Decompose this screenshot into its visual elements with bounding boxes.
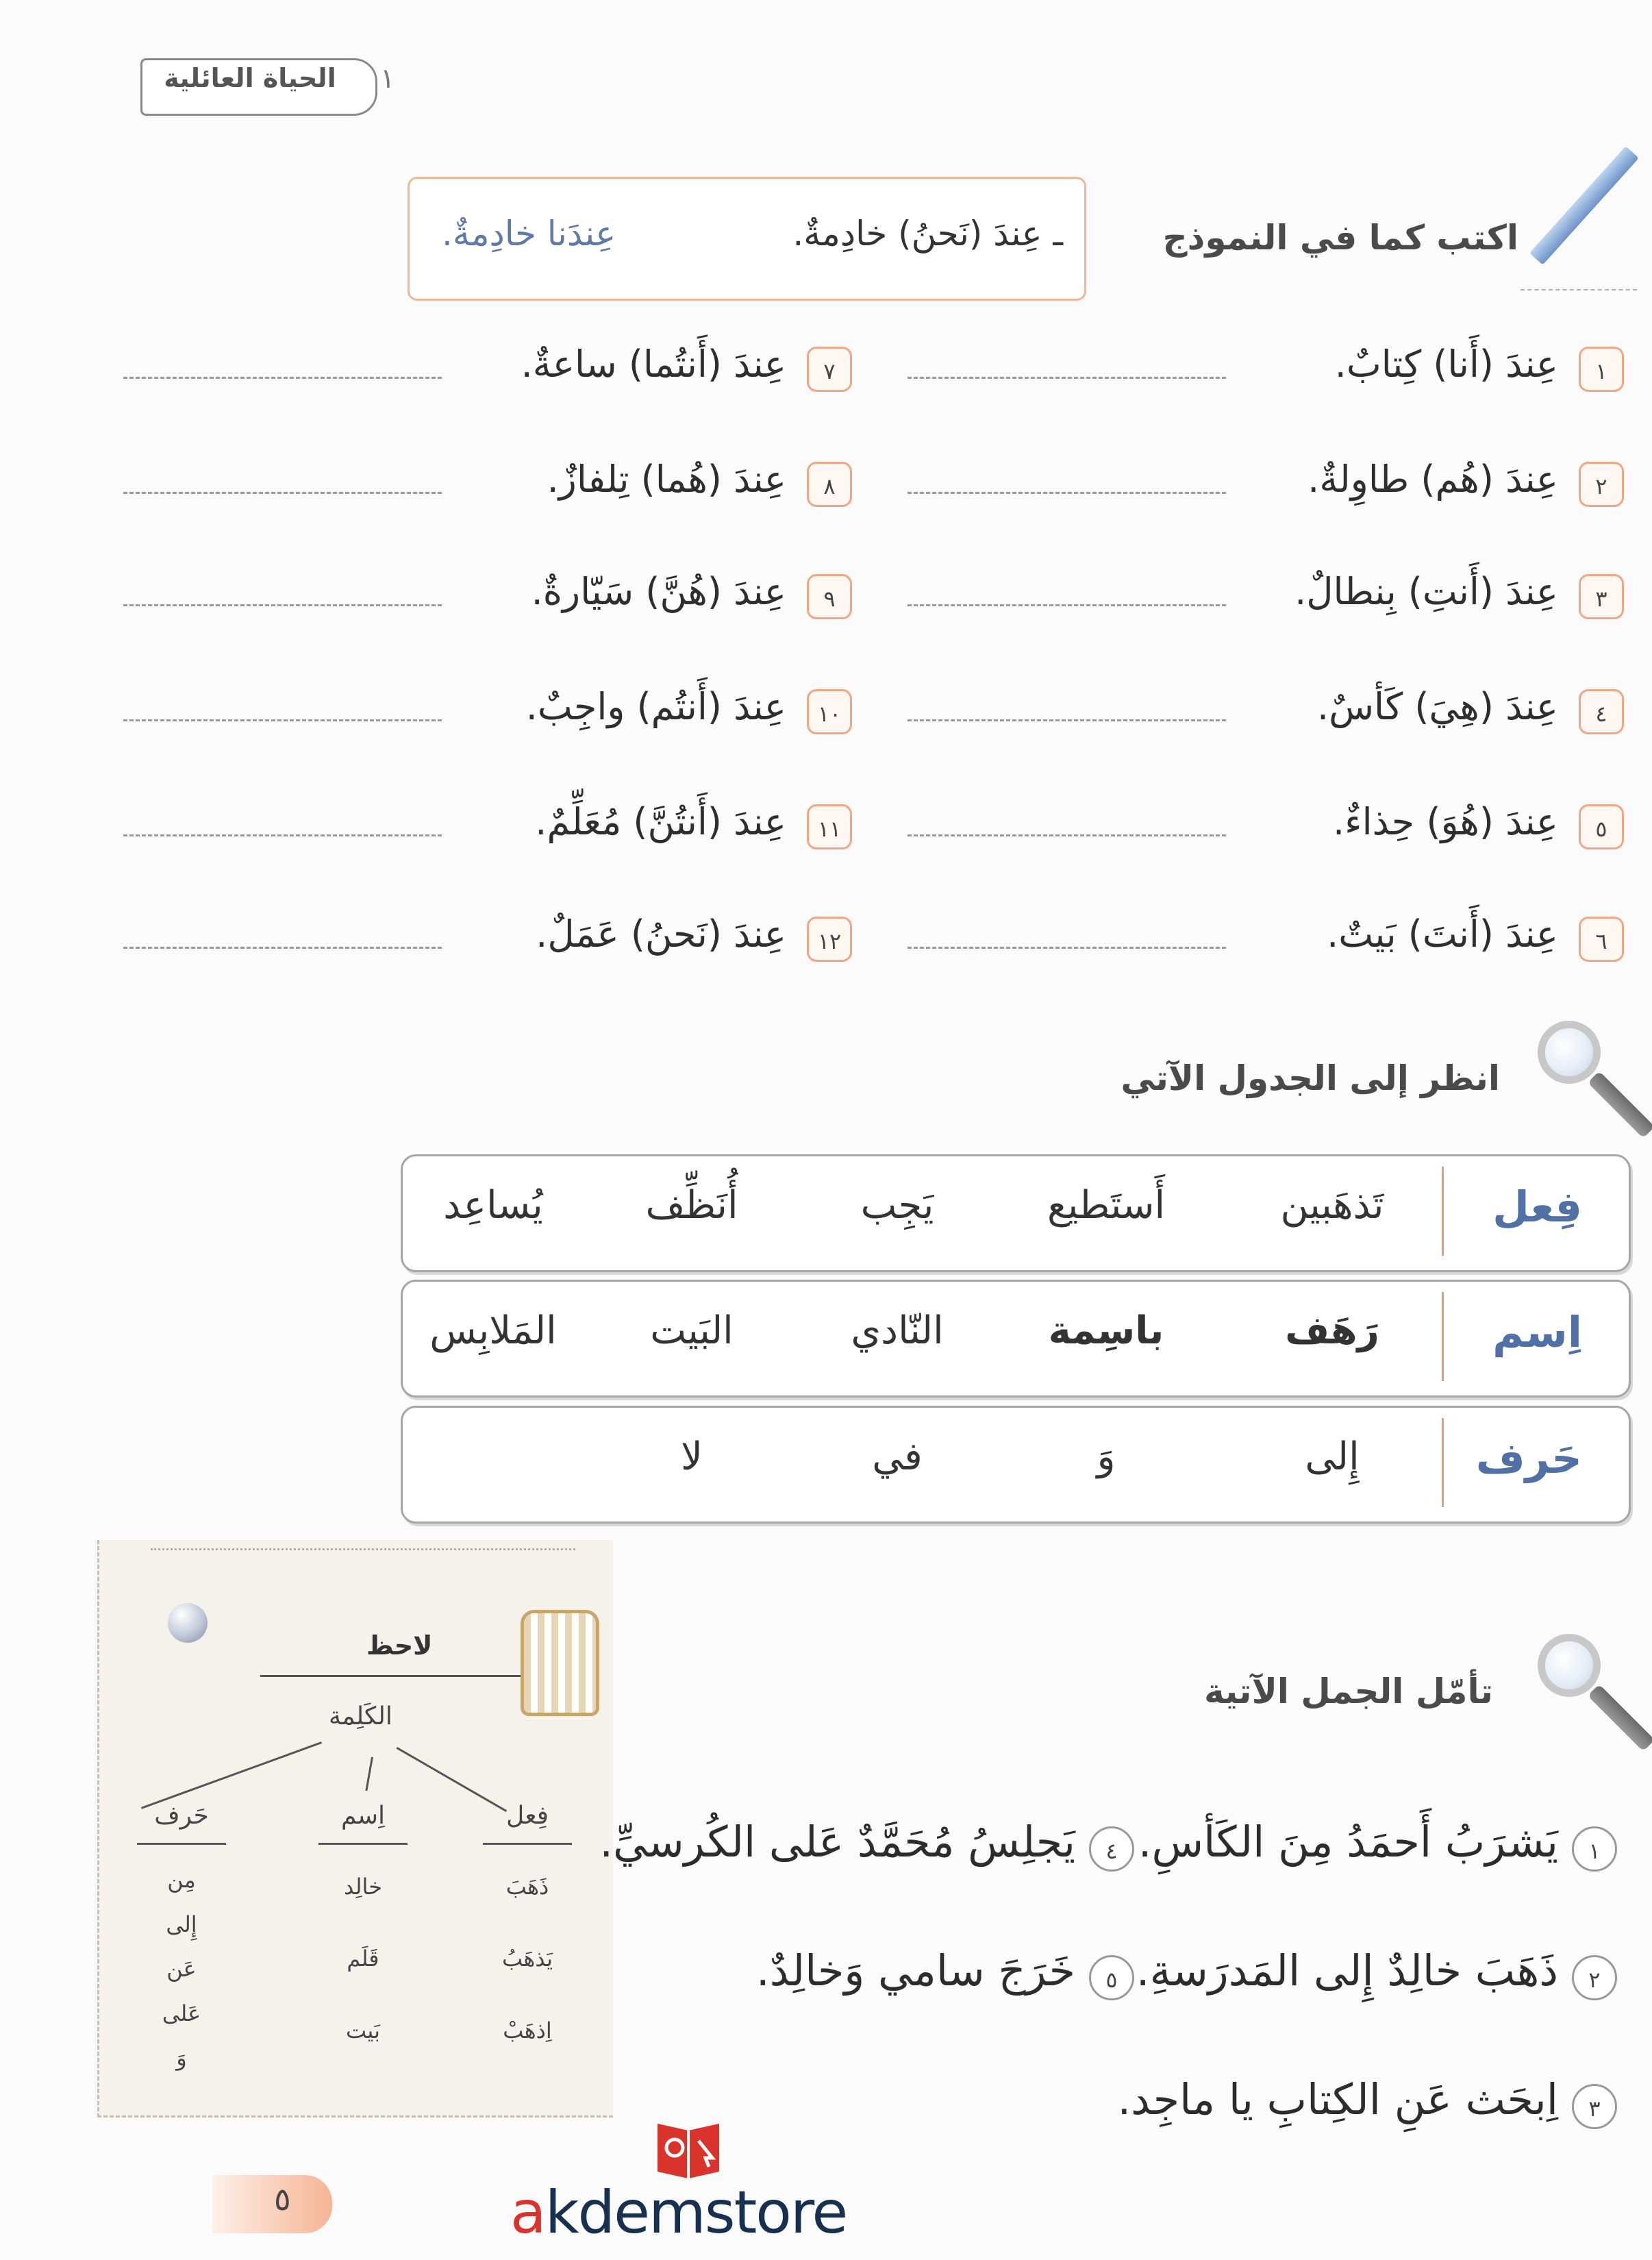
exercise-item-text: عِندَ (أَنتُما) ساعةٌ.	[521, 343, 786, 386]
sentence-number: ١	[1572, 1826, 1617, 1872]
exercise-item-text: عِندَ (هُم) طاوِلةٌ.	[1307, 458, 1558, 501]
exercise-item-text: عِندَ (أَنتَ) بَيتٌ.	[1327, 912, 1558, 956]
answer-line[interactable]	[908, 719, 1226, 721]
item-number: ١٢	[807, 917, 852, 962]
note-item: إِلى	[166, 1911, 197, 1937]
unit-number: ١	[380, 63, 395, 95]
example-answer: عِندَنا خادِمةٌ.	[442, 214, 616, 253]
note-column-underline	[318, 1843, 408, 1845]
table-word: أَستَطيع	[1047, 1183, 1166, 1228]
category-label: اِسم	[1492, 1307, 1582, 1357]
card-binding	[151, 1548, 575, 1550]
answer-line[interactable]	[123, 719, 442, 721]
sentence-number: ٥	[1089, 1955, 1134, 2000]
unit-title: الحياة العائلية	[164, 63, 336, 93]
section2-title: انظر إلى الجدول الآتي	[1121, 1058, 1500, 1098]
table-word: النّادي	[851, 1308, 944, 1353]
answer-line[interactable]	[123, 377, 442, 379]
title-underline	[1520, 289, 1637, 290]
answer-line[interactable]	[123, 947, 442, 949]
sentence-text: ذَهَبَ خالِدٌ إِلى المَدرَسةِ.	[1136, 1946, 1558, 1996]
exercise-item-text: عِندَ (هِيَ) كَأسٌ.	[1316, 685, 1558, 728]
item-number: ٩	[807, 574, 852, 619]
sentence-number: ٣	[1572, 2084, 1617, 2129]
note-item: ذَهَبَ	[505, 1874, 549, 1900]
answer-line[interactable]	[908, 834, 1226, 836]
note-column-label: اِسم	[340, 1802, 386, 1830]
word-row	[401, 1154, 1631, 1272]
exercise-item-text: عِندَ (أَنا) كِتابٌ.	[1334, 343, 1558, 386]
table-word: المَلابِس	[429, 1308, 557, 1353]
section1-title: اكتب كما في النموذج	[1162, 218, 1518, 258]
magnifier-icon	[1538, 1634, 1601, 1697]
item-number: ٥	[1579, 804, 1624, 849]
exercise-item-text: عِندَ (أَنتُنَّ) مُعَلِّمٌ.	[535, 800, 786, 843]
sentence-number: ٢	[1572, 1955, 1617, 2000]
table-word: البَيت	[650, 1308, 734, 1353]
note-item: وَ	[176, 2045, 187, 2071]
word-row	[401, 1280, 1631, 1398]
note-item: عَن	[166, 1956, 197, 1982]
sentence-text: يَجلِسُ مُحَمَّدٌ عَلى الكُرسيِّ.	[599, 1817, 1075, 1867]
row-divider	[1442, 1167, 1444, 1256]
note-root: الكَلِمة	[329, 1702, 392, 1730]
exercise-item-text: عِندَ (أَنتِ) بِنطالٌ.	[1294, 570, 1558, 613]
store-logo-icon	[651, 2107, 726, 2182]
lantern-icon	[521, 1610, 599, 1716]
table-word: يَجِب	[860, 1183, 934, 1228]
table-word: باسِمة	[1048, 1308, 1164, 1353]
word-row	[401, 1406, 1631, 1524]
category-label: فِعل	[1492, 1182, 1582, 1232]
answer-line[interactable]	[908, 492, 1226, 494]
store-logo-text: akdemstore	[510, 2178, 847, 2247]
note-title-line	[260, 1675, 521, 1677]
answer-line[interactable]	[123, 492, 442, 494]
sentence-text: خَرَجَ سامي وَخالِدٌ.	[756, 1946, 1075, 1996]
answer-line[interactable]	[908, 604, 1226, 606]
table-word: تَذهَبين	[1280, 1183, 1384, 1228]
exercise-item-text: عِندَ (نَحنُ) عَمَلٌ.	[536, 912, 786, 956]
table-word: أُنَظِّف	[645, 1183, 738, 1228]
item-number: ٣	[1579, 574, 1624, 619]
item-number: ١٠	[807, 689, 852, 734]
item-number: ٢	[1579, 462, 1624, 507]
note-item: يَذهَبُ	[502, 1946, 553, 1972]
note-item: مِن	[167, 1867, 196, 1893]
note-column-label: حَرف	[154, 1802, 209, 1830]
row-divider	[1442, 1418, 1444, 1507]
table-word: في	[872, 1435, 923, 1479]
note-column-underline	[137, 1843, 226, 1845]
table-word: وَ	[1097, 1435, 1116, 1479]
note-item: بَيت	[346, 2017, 380, 2044]
magnifier-icon	[1538, 1021, 1601, 1084]
exercise-item-text: عِندَ (هُنَّ) سَيّارةٌ.	[531, 570, 786, 613]
item-number: ٤	[1579, 689, 1624, 734]
sentence-number: ٤	[1089, 1826, 1134, 1872]
note-column-label: فِعل	[506, 1802, 549, 1830]
sentence-text: يَشرَبُ أَحمَدُ مِنَ الكَأسِ.	[1138, 1817, 1558, 1867]
item-number: ١١	[807, 804, 852, 849]
answer-line[interactable]	[908, 377, 1226, 379]
page-number-tab	[212, 2175, 332, 2233]
section3-title: تأمّل الجمل الآتية	[1204, 1672, 1493, 1711]
answer-line[interactable]	[123, 834, 442, 836]
pencil-icon	[1529, 146, 1639, 264]
category-label: حَرف	[1475, 1433, 1582, 1483]
row-divider	[1442, 1292, 1444, 1381]
note-item: قَلَم	[347, 1946, 379, 1972]
table-word: رَهَف	[1285, 1308, 1379, 1353]
item-number: ٧	[807, 347, 852, 392]
table-word: يُساعِد	[443, 1183, 543, 1228]
magnifier-handle	[1588, 1071, 1652, 1138]
answer-line[interactable]	[123, 604, 442, 606]
note-column-underline	[483, 1843, 572, 1845]
note-item: خالِد	[343, 1874, 383, 1900]
note-title: لاحظ	[366, 1630, 433, 1661]
pin-icon	[168, 1603, 208, 1643]
exercise-item-text: عِندَ (هُما) تِلفازٌ.	[547, 458, 786, 501]
sentence-text: اِبحَث عَنِ الكِتابِ يا ماجِد.	[1117, 2074, 1558, 2124]
item-number: ٦	[1579, 917, 1624, 962]
note-item: اِذهَبْ	[503, 2017, 552, 2044]
answer-line[interactable]	[908, 947, 1226, 949]
exercise-item-text: عِندَ (هُوَ) حِذاءٌ.	[1333, 800, 1558, 843]
item-number: ١	[1579, 347, 1624, 392]
magnifier-handle	[1588, 1684, 1652, 1751]
table-word: إِلى	[1305, 1435, 1360, 1479]
page-number: ٥	[274, 2181, 291, 2218]
item-number: ٨	[807, 462, 852, 507]
example-prompt: ـ عِندَ (نَحنُ) خادِمةٌ.	[792, 214, 1063, 253]
table-word: لا	[681, 1435, 703, 1479]
exercise-item-text: عِندَ (أَنتُم) واجِبٌ.	[525, 685, 786, 728]
note-item: عَلى	[162, 2000, 201, 2026]
